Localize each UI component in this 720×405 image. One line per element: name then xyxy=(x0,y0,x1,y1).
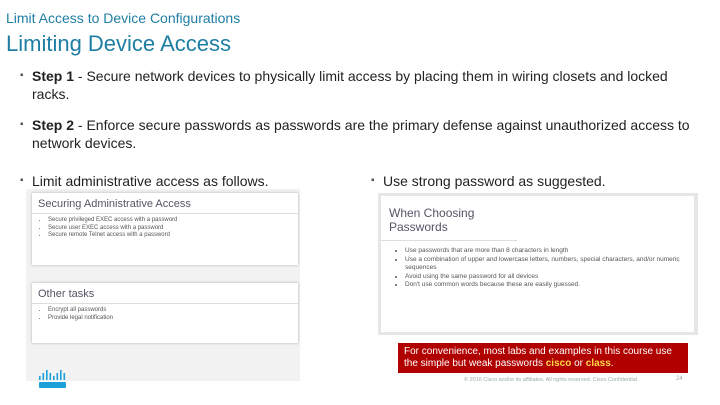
list-item: • Use passwords that are more than 8 characters in length xyxy=(405,247,694,256)
list-item: • Use a combination of upper and lowercase letters, numbers, special characters, and/or numeric sequences xyxy=(405,256,694,273)
callout-or: or xyxy=(571,358,586,369)
callout-word-cisco: cisco xyxy=(545,358,572,369)
list-item: • Don't use common words because these are easily guessed. xyxy=(405,281,694,290)
step-2-text: - Enforce secure passwords as passwords are the primary defense against unauthorized access to network devices. xyxy=(32,117,690,151)
square-bullet-icon: ▪ xyxy=(20,119,24,130)
other-tasks-list xyxy=(32,307,298,322)
step-1-text: - Secure network devices to physically limit access by placing them in wiring closets and locked racks. xyxy=(32,68,668,102)
list-item: • Avoid using the same password for all devices xyxy=(405,273,694,282)
password-tips-card xyxy=(381,196,694,332)
section-subtitle: Limit Access to Device Configurations xyxy=(6,10,241,26)
list-item: • Secure privileged EXEC access with a password xyxy=(48,217,298,225)
securing-admin-card xyxy=(32,193,298,265)
step-2-label: Step 2 xyxy=(32,117,75,133)
securing-admin-list xyxy=(32,217,298,240)
strong-password-text: Use strong password as suggested. xyxy=(383,173,606,189)
page-number: 24 xyxy=(676,376,683,382)
square-bullet-icon: ▪ xyxy=(20,175,24,186)
bullet-step-1 xyxy=(20,67,682,103)
bullet-admin-access xyxy=(20,172,332,190)
callout-word-class: class xyxy=(585,358,611,369)
cisco-logo-icon xyxy=(38,370,68,390)
bullet-step-2 xyxy=(20,116,692,152)
other-tasks-title: Other tasks xyxy=(32,283,298,304)
callout-text: For convenience, most labs and examples in this course use the simple but weak passwords xyxy=(404,346,672,369)
list-item: • Provide legal notification xyxy=(48,315,298,323)
callout-end: . xyxy=(610,358,614,369)
list-item: • Secure remote Telnet access with a password xyxy=(48,232,298,240)
securing-admin-title: Securing Administrative Access xyxy=(32,193,298,214)
list-item: • Secure user EXEC access with a password xyxy=(48,225,298,233)
copyright-footer: © 2016 Cisco and/or its affiliates. All rights reserved. Cisco Confidential xyxy=(464,377,638,383)
admin-access-screenshot xyxy=(26,189,300,381)
bullet-strong-password xyxy=(371,172,683,190)
square-bullet-icon: ▪ xyxy=(20,70,24,81)
password-tips-list xyxy=(381,247,694,290)
weak-password-callout xyxy=(398,343,688,373)
admin-access-text: Limit administrative access as follows. xyxy=(32,173,269,189)
password-tips-screenshot xyxy=(378,193,698,335)
step-1-label: Step 1 xyxy=(32,68,75,84)
list-item: • Encrypt all passwords xyxy=(48,307,298,315)
square-bullet-icon: ▪ xyxy=(371,175,375,186)
password-tips-title: When Choosing Passwords xyxy=(381,196,517,241)
other-tasks-card xyxy=(32,283,298,343)
page-title: Limiting Device Access xyxy=(6,31,231,56)
